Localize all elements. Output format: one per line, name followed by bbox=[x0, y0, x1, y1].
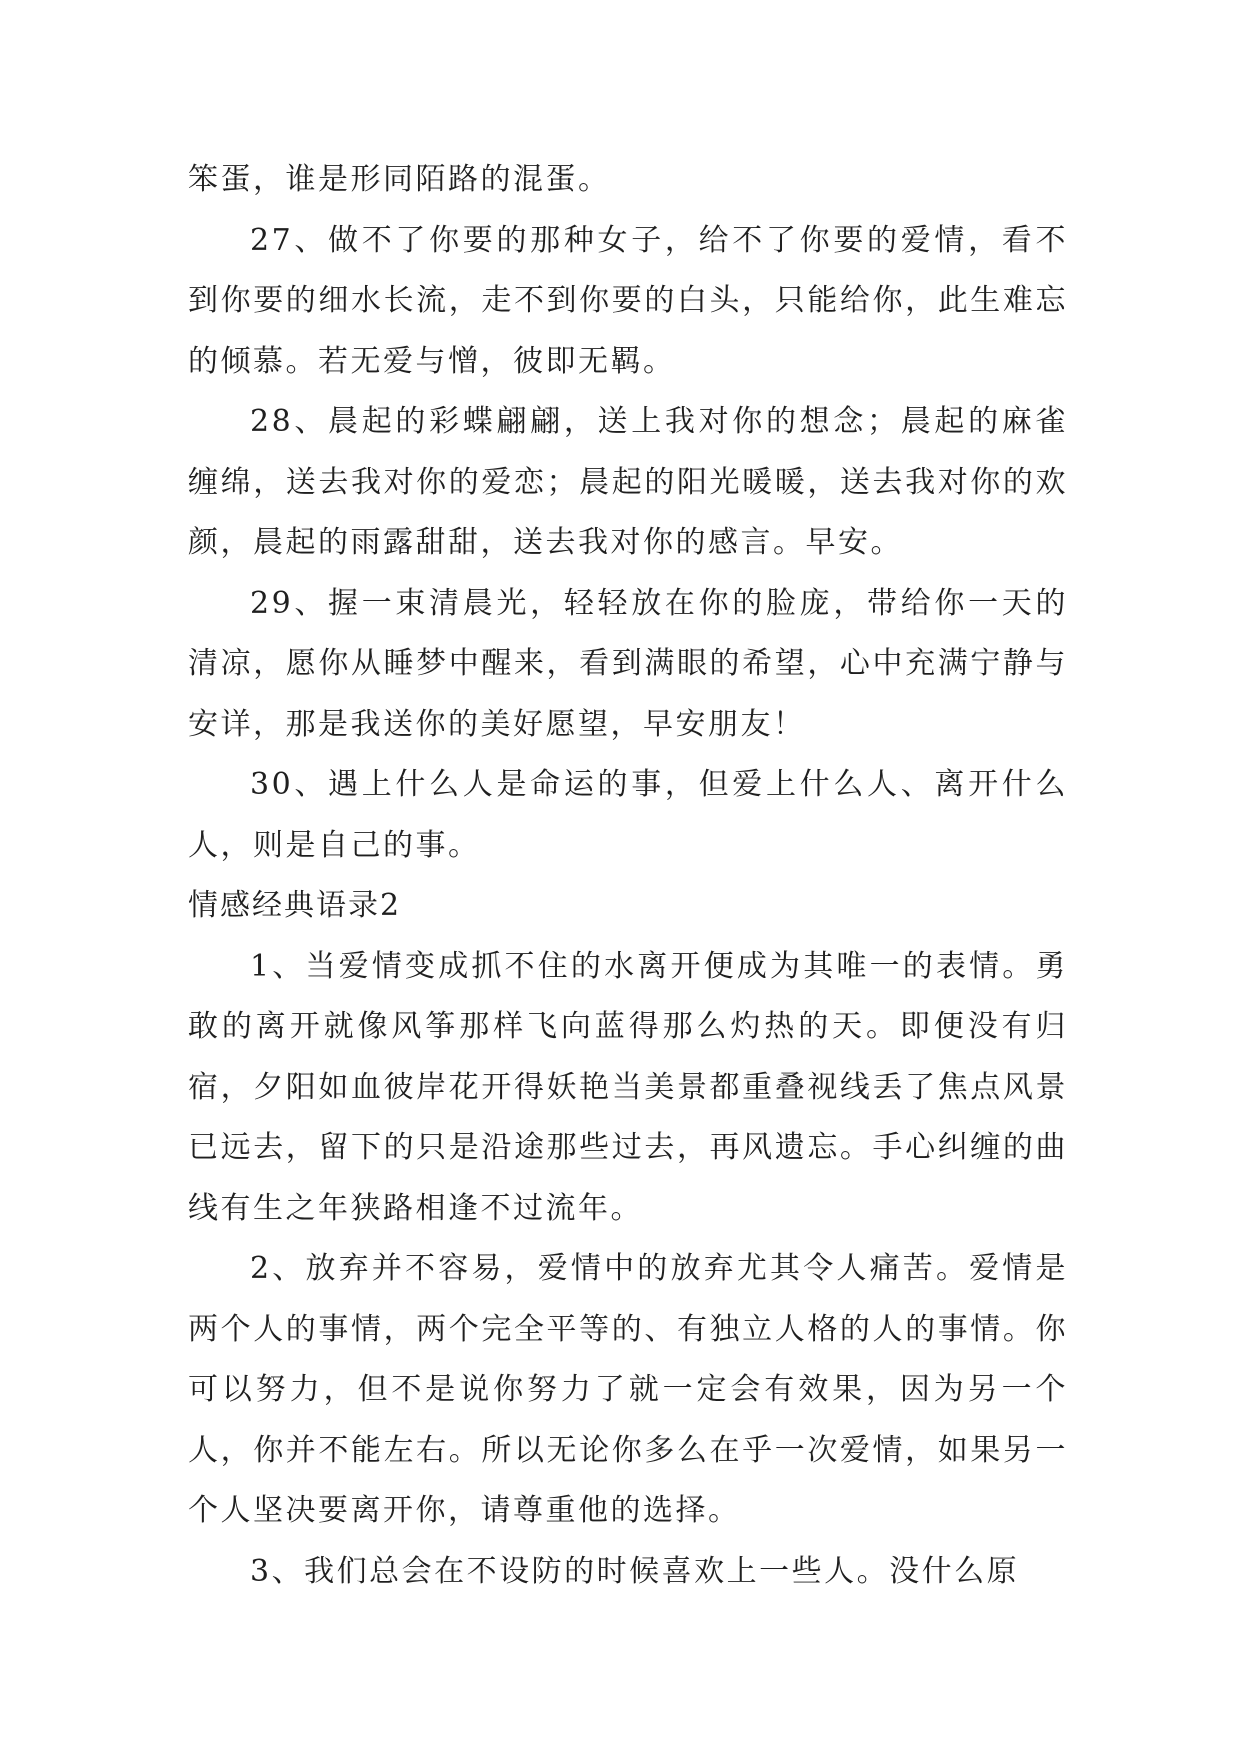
quote-3: 3、我们总会在不设防的时候喜欢上一些人。没什么原 bbox=[250, 1553, 1020, 1589]
document-body bbox=[188, 150, 1068, 1602]
quote-2: 2、放弃并不容易，爱情中的放弃尤其令人痛苦。爱情是两个人的事情，两个完全平等的、有独立人格的人的事情。你可以努力，但不是说你努力了就一定会有效果，因为另一个人，你并不能左右。所以无论你多么在乎一次爱情，如果另一个人坚决要离开你，请尊重他的选择。 bbox=[188, 1251, 1068, 1528]
quote-27: 27、做不了你要的那种女子，给不了你要的爱情，看不到你要的细水长流，走不到你要的白头，只能给你，此生难忘的倾慕。若无爱与憎，彼即无羁。 bbox=[188, 222, 1068, 379]
quote-29: 29、握一束清晨光，轻轻放在你的脸庞，带给你一天的清凉，愿你从睡梦中醒来，看到满眼的希望，心中充满宁静与安详，那是我送你的美好愿望，早安朋友！ bbox=[188, 585, 1068, 742]
paragraph-continuation: 笨蛋，谁是形同陌路的混蛋。 bbox=[188, 162, 611, 197]
quote-30: 30、遇上什么人是命运的事，但爱上什么人、离开什么人，则是自己的事。 bbox=[188, 767, 1068, 863]
section-heading: 情感经典语录2 bbox=[188, 888, 402, 923]
quote-28: 28、晨起的彩蝶翩翩，送上我对你的想念；晨起的麻雀缠绵，送去我对你的爱恋；晨起的阳光暖暖，送去我对你的欢颜，晨起的雨露甜甜，送去我对你的感言。早安。 bbox=[188, 404, 1068, 560]
quote-1: 1、当爱情变成抓不住的水离开便成为其唯一的表情。勇敢的离开就像风筝那样飞向蓝得那么灼热的天。即便没有归宿，夕阳如血彼岸花开得妖艳当美景都重叠视线丢了焦点风景已远去，留下的只是沿途那些过去，再风遗忘。手心纠缠的曲线有生之年狭路相逢不过流年。 bbox=[188, 948, 1068, 1226]
